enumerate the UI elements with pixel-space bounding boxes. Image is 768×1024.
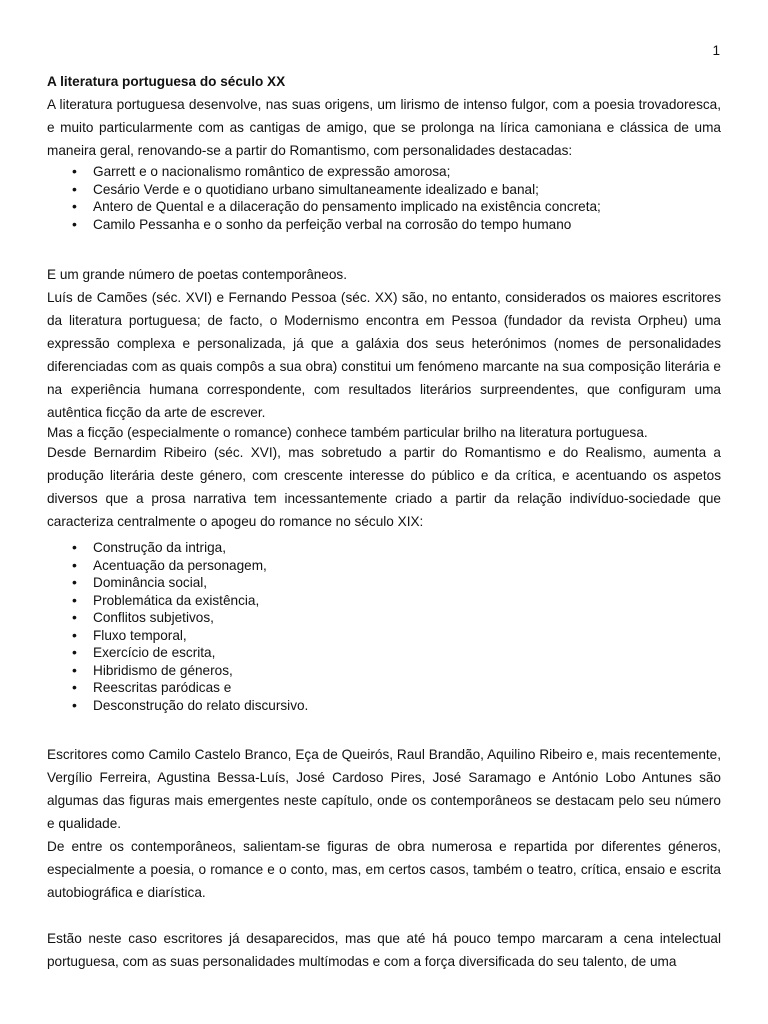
list-item: • Reescritas paródicas e xyxy=(93,679,721,697)
list-item: • Acentuação da personagem, xyxy=(93,557,721,575)
paragraph-bernardim: Desde Bernardim Ribeiro (séc. XVI), mas sobretudo a partir do Romantismo e do Realismo, aumenta a produção literária deste género, com crescente interesse do público e da crítica, e acentuando os aspetos diversos que a prosa narrativa tem incessantemente criado a partir da relação indivíduo-sociedade que caracteriza centralmente o apogeu do romance no século XIX: xyxy=(47,445,721,529)
poets-list xyxy=(47,163,721,233)
paragraph-contemporary-poets: E um grande número de poetas contemporâneos. xyxy=(47,267,348,282)
list-item: • Problemática da existência, xyxy=(93,592,721,610)
list-item: • Dominância social, xyxy=(93,574,721,592)
list-item: • Conflitos subjetivos, xyxy=(93,609,721,627)
list-item: • Camilo Pessanha e o sonho da perfeição verbal na corrosão do tempo humano xyxy=(93,216,721,234)
paragraph-writers: Escritores como Camilo Castelo Branco, Eça de Queirós, Raul Brandão, Aquilino Ribeiro e, mais recentemente, Vergílio Ferreira, Agustina Bessa-Luís, José Cardoso Pires, José Saramago e António Lobo Antunes são algumas das figuras mais emergentes neste capítulo, onde os contemporâneos se destacam pelo seu número e qualidade. xyxy=(47,747,721,831)
list-item: • Antero de Quental e a dilaceração do pensamento implicado na existência concreta; xyxy=(93,198,721,216)
page-number: 1 xyxy=(712,43,720,58)
document-title: A literatura portuguesa do século XX xyxy=(47,74,286,89)
list-item: • Desconstrução do relato discursivo. xyxy=(93,697,721,715)
list-item: • Exercício de escrita, xyxy=(93,644,721,662)
paragraph-contemporaries: De entre os contemporâneos, salientam-se figuras de obra numerosa e repartida por diferentes géneros, especialmente a poesia, o romance e o conto, mas, em certos casos, também o teatro, crítica, ensaio e escrita autobiográfica e diarística. xyxy=(47,839,721,900)
romance-aspects-list xyxy=(47,539,721,714)
list-item: • Construção da intriga, xyxy=(93,539,721,557)
paragraph-fiction: Mas a ficção (especialmente o romance) conhece também particular brilho na literatura portuguesa. xyxy=(47,425,648,440)
document-body xyxy=(47,73,721,973)
paragraph-deceased-writers: Estão neste caso escritores já desaparecidos, mas que até há pouco tempo marcaram a cena intelectual portuguesa, com as suas personalidades multímodas e com a força diversificada do seu talento, de uma xyxy=(47,931,721,969)
paragraph-camoes-pessoa: Luís de Camões (séc. XVI) e Fernando Pessoa (séc. XX) são, no entanto, considerados os maiores escritores da literatura portuguesa; de facto, o Modernismo encontra em Pessoa (fundador da revista Orpheu) uma expressão complexa e personalizada, já que a galáxia dos seus heterónimos (nomes de personalidades diferenciadas com as quais compôs a sua obra) constitui um fenómeno marcante na sua composição literária e na experiência humana correspondente, com resultados literários surpreendentes, que configuram uma autêntica ficção da arte de escrever. xyxy=(47,290,721,420)
intro-paragraph: A literatura portuguesa desenvolve, nas suas origens, um lirismo de intenso fulgor, com a poesia trovadoresca, e muito particularmente com as cantigas de amigo, que se prolonga na lírica camoniana e clássica de uma maneira geral, renovando-se a partir do Romantismo, com personalidades destacadas: xyxy=(47,97,721,158)
list-item: • Fluxo temporal, xyxy=(93,627,721,645)
list-item: • Hibridismo de géneros, xyxy=(93,662,721,680)
list-item: • Garrett e o nacionalismo romântico de expressão amorosa; xyxy=(93,163,721,181)
list-item: • Cesário Verde e o quotidiano urbano simultaneamente idealizado e banal; xyxy=(93,181,721,199)
